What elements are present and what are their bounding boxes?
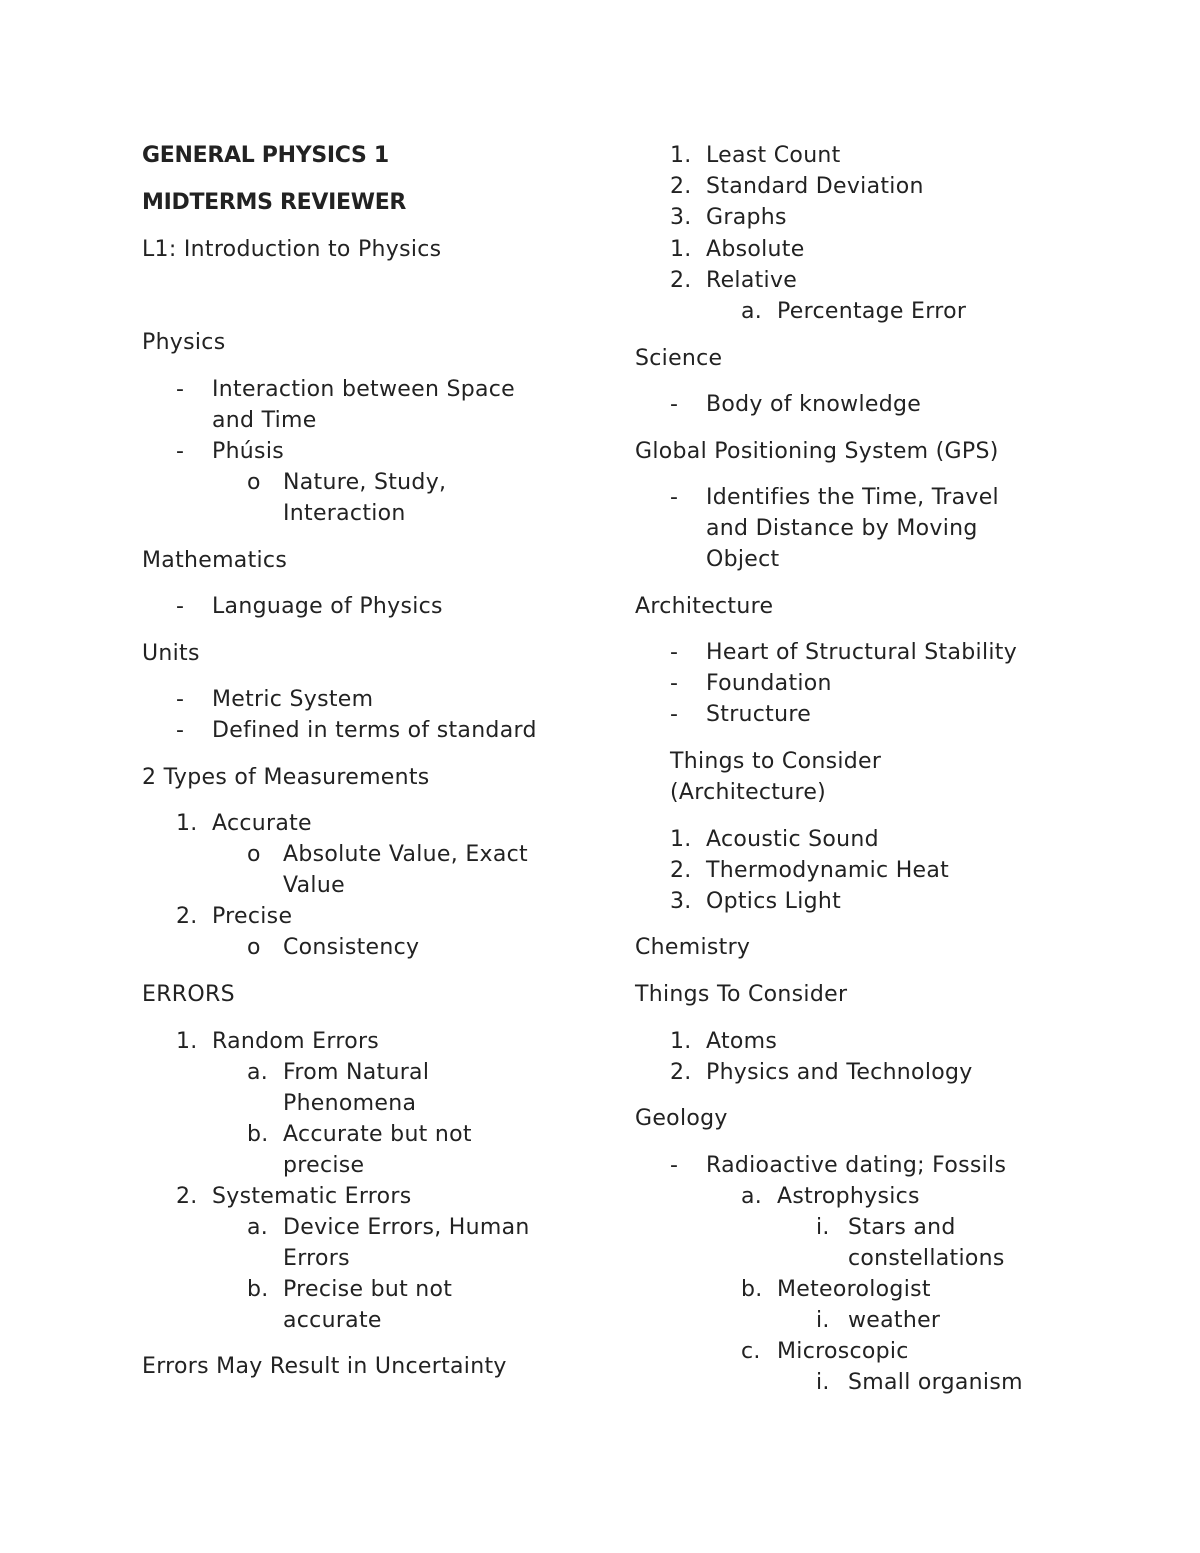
list-item: weather [848,1308,941,1333]
bullet-item: Structure [706,702,812,727]
list-item: Systematic Errors [212,1184,412,1209]
list-item: Accurate [212,811,312,836]
bullet-item: Phúsis [212,439,284,464]
bullet-item: Metric System [212,687,374,712]
sub-bullet-item: Nature, Study, [283,470,447,495]
section-line: Phenomena [283,1091,417,1116]
section-line: accurate [283,1308,382,1333]
list-item: Accurate but not [283,1122,472,1147]
list-item: Astrophysics [777,1184,920,1209]
section-line: ERRORS [142,982,235,1007]
list-marker: a. [741,1184,763,1209]
list-marker: 2. [670,858,692,883]
list-marker: 1. [670,1029,692,1054]
list-marker: 1. [176,811,198,836]
list-item: Thermodynamic Heat [706,858,950,883]
list-item: Least Count [706,143,841,168]
list-marker: i. [816,1308,830,1333]
list-marker: 1. [670,237,692,262]
section-line: Value [283,873,345,898]
list-marker: 2. [670,174,692,199]
list-marker: - [670,392,679,417]
section-line: precise [283,1153,365,1178]
list-marker: 2. [670,1060,692,1085]
list-marker: 2. [176,904,198,929]
document-heading: MIDTERMS REVIEWER [142,190,407,215]
list-marker: o [247,935,261,960]
list-marker: - [670,1153,679,1178]
list-marker: a. [247,1215,269,1240]
list-marker: - [176,377,185,402]
section-line: L1: Introduction to Physics [142,237,442,262]
list-marker: 1. [670,143,692,168]
list-marker: 3. [670,889,692,914]
section-line: Chemistry [635,935,751,960]
section-line: Things to Consider [670,749,882,774]
list-item: Random Errors [212,1029,380,1054]
list-marker: b. [741,1277,763,1302]
list-marker: o [247,842,261,867]
list-marker: i. [816,1370,830,1395]
list-marker: a. [247,1060,269,1085]
list-marker: c. [741,1339,761,1364]
list-marker: b. [247,1277,269,1302]
section-line: Global Positioning System (GPS) [635,439,999,464]
list-item: From Natural [283,1060,430,1085]
list-marker: o [247,470,261,495]
list-marker: 2. [670,268,692,293]
list-marker: 3. [670,205,692,230]
bullet-item: Heart of Structural Stability [706,640,1018,665]
list-item: Standard Deviation [706,174,924,199]
section-line: Geology [635,1106,728,1131]
list-item: Microscopic [777,1339,909,1364]
bullet-item: Interaction between Space [212,377,516,402]
list-item: Acoustic Sound [706,827,879,852]
section-line: (Architecture) [670,780,827,805]
list-marker: - [176,687,185,712]
bullet-item: Identifies the Time, Travel [706,485,999,510]
section-line: Physics [142,330,226,355]
list-item: Atoms [706,1029,778,1054]
bullet-item: Language of Physics [212,594,443,619]
document-heading: GENERAL PHYSICS 1 [142,143,389,168]
bullet-item: Foundation [706,671,832,696]
sub-bullet-item: Absolute Value, Exact [283,842,528,867]
list-marker: - [176,439,185,464]
list-marker: 1. [670,827,692,852]
section-line: Mathematics [142,548,288,573]
list-marker: - [176,594,185,619]
list-item: Optics Light [706,889,842,914]
list-marker: - [176,718,185,743]
list-item: Percentage Error [777,299,967,324]
list-marker: 1. [176,1029,198,1054]
section-line: 2 Types of Measurements [142,765,430,790]
list-item: Precise but not [283,1277,453,1302]
list-item: Absolute [706,237,805,262]
section-line: Errors [283,1246,350,1271]
section-line: Interaction [283,501,406,526]
section-line: Units [142,641,200,666]
section-line: Errors May Result in Uncertainty [142,1354,507,1379]
section-line: and Distance by Moving [706,516,978,541]
list-item: Stars and [848,1215,956,1240]
list-marker: b. [247,1122,269,1147]
section-line: Things To Consider [635,982,848,1007]
list-marker: 2. [176,1184,198,1209]
list-item: Device Errors, Human [283,1215,530,1240]
section-line: Architecture [635,594,774,619]
list-item: Physics and Technology [706,1060,973,1085]
section-line: Science [635,346,723,371]
list-marker: a. [741,299,763,324]
bullet-item: Radioactive dating; Fossils [706,1153,1007,1178]
list-item: Precise [212,904,293,929]
list-marker: i. [816,1215,830,1240]
list-item: Small organism [848,1370,1023,1395]
list-marker: - [670,640,679,665]
list-item: Graphs [706,205,787,230]
section-line: constellations [848,1246,1005,1271]
list-marker: - [670,485,679,510]
list-item: Meteorologist [777,1277,931,1302]
section-line: Object [706,547,780,572]
section-line: and Time [212,408,317,433]
bullet-item: Defined in terms of standard [212,718,537,743]
list-marker: - [670,702,679,727]
sub-bullet-item: Consistency [283,935,420,960]
bullet-item: Body of knowledge [706,392,922,417]
list-item: Relative [706,268,798,293]
list-marker: - [670,671,679,696]
